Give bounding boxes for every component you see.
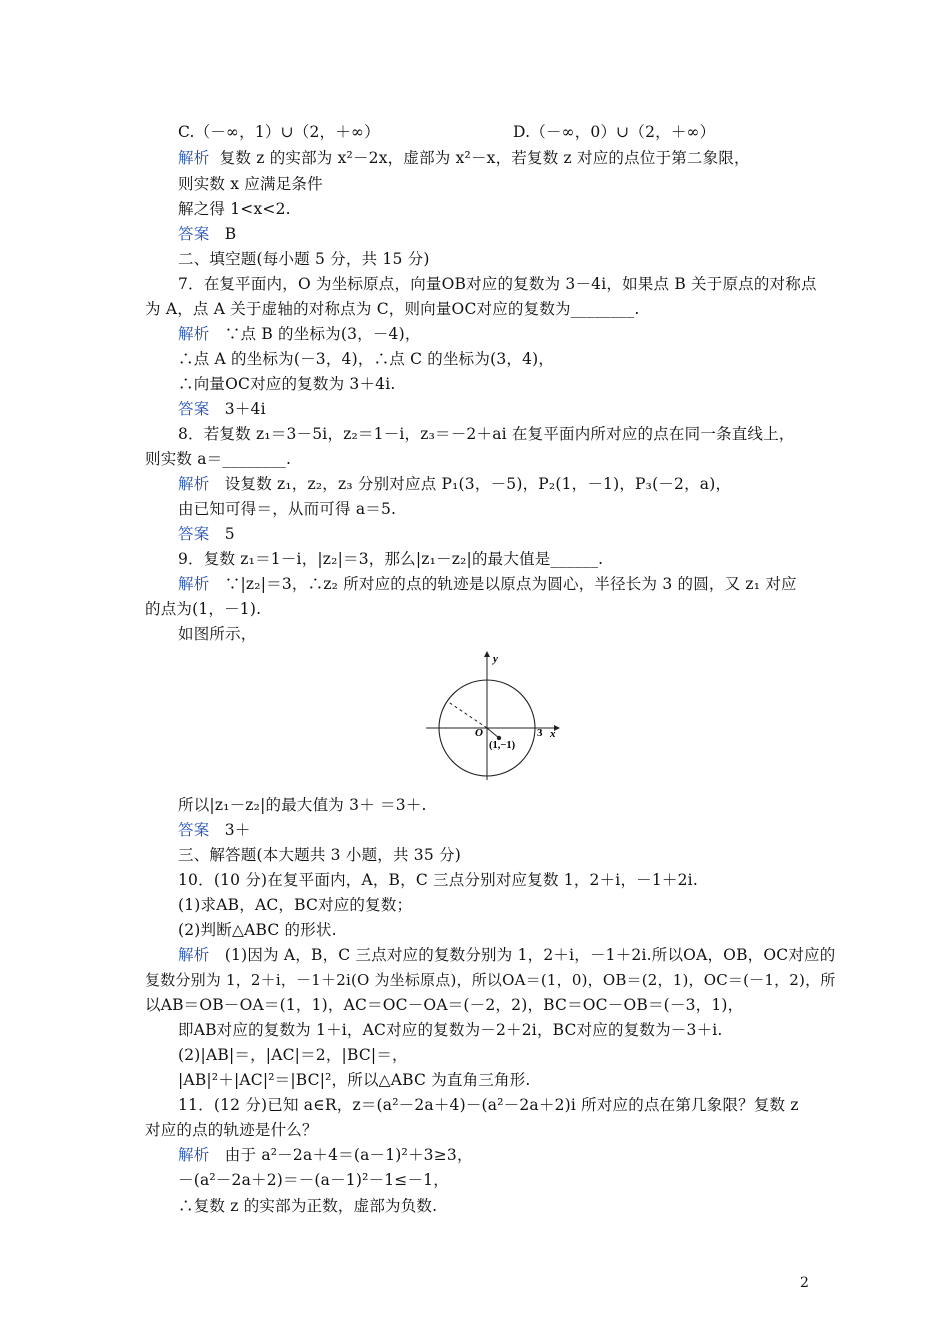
q10-line1: 10．(10 分)在复平面内，A，B，C 三点分别对应复数 1，2＋i，－1＋2i.: [178, 871, 698, 889]
q7-answer: [178, 399, 266, 419]
q10-analysis: [178, 945, 835, 965]
q10-line3: (2)判断△ABC 的形状.: [178, 921, 337, 939]
option-d: D.（－∞，0）∪（2，＋∞）: [513, 123, 716, 141]
circle-figure: [420, 648, 570, 788]
q9-analysis-line2: 的点为(1，－1).: [145, 600, 262, 618]
q11-analysis: [178, 1145, 473, 1165]
q9-analysis-line3: 如图所示，: [178, 625, 257, 643]
answer-text: 5: [224, 525, 235, 543]
answer-label: 答案: [178, 225, 210, 243]
q11-analysis-line3: ∴复数 z 的实部为正数，虚部为负数.: [178, 1197, 438, 1215]
answer-text: 3＋: [224, 821, 251, 839]
q6-answer: [178, 224, 236, 244]
y-axis-label: y: [493, 653, 498, 665]
q6-analysis-line3: 解之得 1<x<2.: [178, 200, 291, 218]
analysis-text: (1)因为 A，B，C 三点对应的复数分别为 1，2＋i，－1＋2i.所以OA，OB，OC对应的: [224, 946, 836, 964]
answer-label: 答案: [178, 400, 210, 418]
analysis-text: 由于 a²－2a＋4＝(a－1)²＋3≥3，: [224, 1146, 473, 1164]
analysis-text: ∵点 B 的坐标为(3，－4)，: [224, 325, 421, 343]
analysis-label: 解析: [178, 325, 210, 343]
answer-text: B: [224, 225, 237, 243]
dashed-radius: [447, 701, 487, 728]
q6-analysis: [178, 148, 750, 168]
q7-analysis-line2: ∴点 A 的坐标为(－3，4)，∴点 C 的坐标为(3，4)，: [178, 350, 555, 368]
q8-analysis: [178, 474, 731, 494]
answer-label: 答案: [178, 525, 210, 543]
point-label: (1,−1): [489, 740, 516, 751]
y-axis-arrow: [484, 651, 490, 657]
q8-line2: 则实数 a＝________.: [145, 450, 292, 468]
origin-label: O: [475, 727, 483, 739]
q9-analysis: [178, 574, 797, 594]
q10-analysis-line6: |AB|²＋|AC|²＝|BC|²，所以△ABC 为直角三角形.: [178, 1071, 531, 1089]
q11-line1: 11．(12 分)已知 a∈R，z＝(a²－2a＋4)－(a²－2a＋2)i 所对应的点在第几象限？复数 z: [178, 1096, 799, 1114]
q8-line1: 8．若复数 z₁＝3－5i，z₂＝1－i，z₃＝－2＋ai 在复平面内所对应的点在同一条直线上，: [178, 425, 795, 443]
q9-answer: [178, 820, 251, 840]
q7-analysis-line3: ∴向量OC对应的复数为 3＋4i.: [178, 375, 396, 393]
option-c: C.（－∞，1）∪（2，＋∞）: [178, 123, 380, 141]
analysis-text: 设复数 z₁，z₂，z₃ 分别对应点 P₁(3，－5)，P₂(1，－1)，P₃(－2，a)，: [224, 475, 732, 493]
q8-answer: [178, 524, 235, 544]
analysis-text: ∵|z₂|＝3，∴z₂ 所对应的点的轨迹是以原点为圆心，半径长为 3 的圆，又 z₁ 对应: [224, 575, 797, 593]
answer-label: 答案: [178, 821, 210, 839]
analysis-label: 解析: [178, 1146, 210, 1164]
q9-analysis-line4: 所以|z₁－z₂|的最大值为 3＋ ＝3＋.: [178, 796, 427, 814]
page-number: 2: [800, 1275, 809, 1291]
q6-analysis-line2: 则实数 x 应满足条件: [178, 175, 323, 193]
analysis-label: 解析: [178, 475, 210, 493]
q10-line2: (1)求AB，AC，BC对应的复数；: [178, 896, 413, 914]
segment-to-point: [487, 728, 499, 738]
q7-line2: 为 A，点 A 关于虚轴的对称点为 C，则向量OC对应的复数为________.: [145, 300, 640, 318]
q9-line1: 9．复数 z₁＝1－i，|z₂|＝3，那么|z₁－z₂|的最大值是______.: [178, 550, 604, 568]
section3-title: 三、解答题(本大题共 3 小题，共 35 分): [178, 846, 461, 864]
analysis-label: 解析: [178, 575, 210, 593]
radius-label: 3: [537, 727, 543, 739]
analysis-text: 复数 z 的实部为 x²－2x，虚部为 x²－x，若复数 z 对应的点位于第二象限，: [219, 149, 750, 167]
q10-analysis-line5: (2)|AB|＝，|AC|＝2，|BC|＝，: [178, 1046, 408, 1064]
q10-analysis-line3: 以AB＝OB－OA＝(1，1)，AC＝OC－OA＝(－2，2)，BC＝OC－OB＝(－3，1)，: [145, 996, 744, 1014]
q8-analysis-line2: 由已知可得＝，从而可得 a＝5.: [178, 500, 397, 518]
x-axis-label: x: [550, 728, 556, 740]
answer-text: 3＋4i: [224, 400, 266, 418]
analysis-label: 解析: [178, 946, 210, 964]
q7-analysis: [178, 324, 421, 344]
q11-analysis-line2: －(a²－2a＋2)＝－(a－1)²－1≤－1，: [178, 1171, 449, 1189]
q11-line2: 对应的点的轨迹是什么？: [145, 1121, 318, 1139]
section2-title: 二、填空题(每小题 5 分，共 15 分): [178, 250, 430, 268]
q10-analysis-line4: 即AB对应的复数为 1＋i，AC对应的复数为－2＋2i，BC对应的复数为－3＋i.: [178, 1021, 723, 1039]
analysis-label: 解析: [178, 149, 210, 167]
q7-line1: 7．在复平面内，O 为坐标原点，向量OB对应的复数为 3－4i，如果点 B 关于原点的对称点: [178, 275, 817, 293]
q10-analysis-line2: 复数分别为 1，2＋i，－1＋2i(O 为坐标原点)，所以OA＝(1，0)，OB＝(2，1)，OC＝(－1，2)，所: [145, 971, 836, 989]
